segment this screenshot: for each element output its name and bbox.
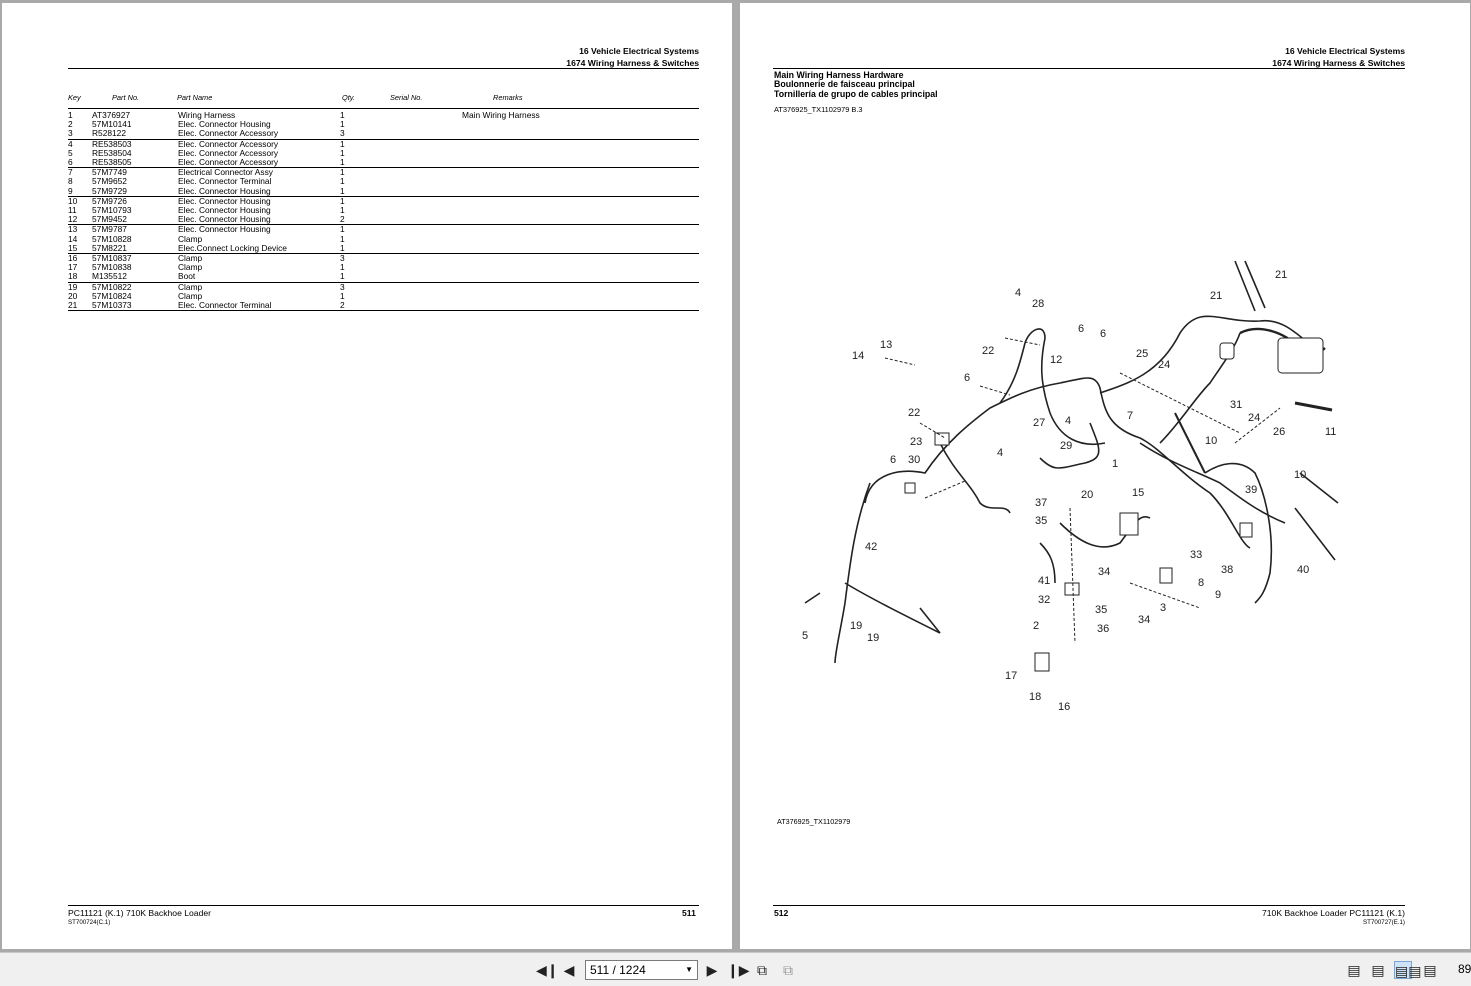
row-key: 17 <box>68 262 78 273</box>
next-page-icon[interactable]: ▶ <box>706 962 718 978</box>
row-qty: 1 <box>340 138 345 149</box>
table-row <box>68 120 699 129</box>
row-key: 7 <box>68 167 73 178</box>
first-page-icon[interactable]: ◀❙ <box>536 962 559 978</box>
col-serial: Serial No. <box>390 93 423 102</box>
callout-number: 4 <box>997 447 1004 459</box>
two-page-icon[interactable]: ▤▤ <box>1395 963 1422 979</box>
row-part-name: Elec. Connector Accessory <box>178 147 279 158</box>
title-spanish: Tornillería de grupo de cables principal <box>774 88 938 99</box>
callout-number: 15 <box>1132 487 1145 499</box>
row-part-no: 57M9452 <box>92 215 178 225</box>
callout-number: 23 <box>910 436 923 448</box>
callout-number: 29 <box>1060 440 1073 452</box>
row-part-no: 57M10141 <box>92 119 132 130</box>
row-qty: 1 <box>340 224 345 235</box>
row-key: 20 <box>68 290 78 301</box>
callout-number: 36 <box>1097 623 1110 635</box>
row-part-name: Clamp <box>178 253 203 264</box>
row-part-no: RE538505 <box>92 158 178 168</box>
callout-number: 11 <box>1325 426 1337 438</box>
callout-number: 34 <box>1138 614 1151 626</box>
row-part-name: Elec. Connector Accessory <box>178 138 279 149</box>
callout-number: 3 <box>1160 602 1167 614</box>
zoom-level[interactable]: 89 <box>1458 962 1471 976</box>
callout-number: 27 <box>1033 417 1046 429</box>
callout-number: 18 <box>1029 691 1042 703</box>
parts-table <box>68 111 699 311</box>
table-row <box>68 158 699 168</box>
row-key: 19 <box>68 281 78 292</box>
row-serial <box>390 149 450 158</box>
row-part-no: 57M8221 <box>92 244 178 254</box>
row-part-name: Boot <box>178 272 340 282</box>
callout-number: 35 <box>1035 515 1048 527</box>
table-row <box>68 139 699 149</box>
row-part-no: 57M9652 <box>92 176 127 187</box>
row-remarks <box>450 244 699 254</box>
callout-number: 39 <box>1245 484 1258 496</box>
table-row <box>68 301 699 311</box>
row-part-name: Clamp <box>178 262 203 273</box>
row-key: 2 <box>68 119 73 130</box>
row-qty: 1 <box>340 147 345 158</box>
row-part-name: Elec. Connector Accessory <box>178 158 340 168</box>
row-remarks <box>450 215 699 225</box>
row-serial <box>390 120 450 129</box>
row-qty: 1 <box>340 158 390 168</box>
row-part-no: R528122 <box>92 129 178 139</box>
callout-number: 26 <box>1273 426 1286 438</box>
table-row <box>68 292 699 301</box>
callout-number: 19 <box>867 632 880 644</box>
row-qty: 1 <box>340 205 345 216</box>
footer-rule <box>773 905 1405 906</box>
row-serial <box>390 158 450 168</box>
row-key: 1 <box>68 110 73 120</box>
row-remarks <box>450 168 699 178</box>
last-page-icon[interactable]: ❙▶ <box>727 962 750 978</box>
callout-number: 21 <box>1275 269 1288 281</box>
row-remarks: Main Wiring Harness <box>462 110 540 120</box>
row-key: 15 <box>68 244 92 254</box>
row-part-no: 57M10828 <box>92 233 132 244</box>
row-serial <box>390 215 450 225</box>
row-part-no: 57M10793 <box>92 205 132 216</box>
row-serial <box>390 225 450 235</box>
row-remarks <box>450 235 699 244</box>
row-remarks <box>450 301 699 311</box>
row-part-no: 57M10824 <box>92 290 132 301</box>
row-qty: 1 <box>340 195 345 206</box>
row-part-no: 57M10837 <box>92 253 132 264</box>
callout-number: 7 <box>1127 410 1134 422</box>
callout-number: 10 <box>1294 469 1307 481</box>
row-key: 3 <box>68 129 92 139</box>
figure-caption: AT376925_TX1102979 <box>777 817 851 826</box>
col-remarks: Remarks <box>493 93 523 102</box>
footer-code: ST700724(C.1) <box>68 919 111 926</box>
callout-number: 5 <box>802 630 809 642</box>
callout-number: 40 <box>1297 564 1310 576</box>
row-serial <box>390 235 450 244</box>
row-remarks <box>450 187 699 197</box>
left-page <box>2 3 732 949</box>
row-part-name: Wiring Harness <box>178 110 236 120</box>
row-qty: 1 <box>340 167 345 178</box>
callout-number: 42 <box>865 541 878 553</box>
row-serial <box>390 272 450 282</box>
row-serial <box>390 168 450 178</box>
single-page-icon[interactable]: ▤ <box>1347 962 1361 978</box>
title-english: Main Wiring Harness Hardware <box>774 70 904 80</box>
row-qty: 1 <box>340 262 345 273</box>
row-part-name: Elec.Connect Locking Device <box>178 244 340 254</box>
row-remarks <box>450 120 699 129</box>
page-field[interactable] <box>585 960 698 980</box>
row-qty: 1 <box>340 244 390 254</box>
row-serial <box>390 139 450 149</box>
row-qty: 3 <box>340 253 345 264</box>
subsection-header: 1674 Wiring Harness & Switches <box>1272 58 1405 68</box>
row-key: 13 <box>68 224 78 235</box>
row-part-name: Elec. Connector Housing <box>178 195 271 206</box>
row-part-no: AT376927 <box>92 110 131 120</box>
figure-reference: AT376925_TX1102979 B.3 <box>774 105 863 114</box>
row-serial <box>390 282 450 292</box>
row-qty: 1 <box>340 176 345 187</box>
table-head-rule <box>68 108 699 109</box>
subsection-header: 1674 Wiring Harness & Switches <box>566 58 699 68</box>
row-part-name: Electrical Connector Assy <box>178 167 273 178</box>
row-qty: 1 <box>340 233 345 244</box>
callout-number: 9 <box>1215 589 1222 601</box>
row-part-no: 57M10373 <box>92 301 178 311</box>
row-part-name: Elec. Connector Terminal <box>178 301 340 311</box>
row-remarks <box>450 196 699 206</box>
row-remarks <box>450 158 699 168</box>
callout-number: 6 <box>1078 323 1085 335</box>
callout-number: 30 <box>908 454 921 466</box>
callout-number: 13 <box>880 339 893 351</box>
table-row <box>68 235 699 244</box>
col-part-no: Part No. <box>112 93 140 102</box>
wiring-harness-diagram <box>740 3 1470 949</box>
row-remarks <box>450 292 699 301</box>
callout-number: 34 <box>1098 566 1111 578</box>
row-remarks <box>450 129 699 139</box>
col-key: Key <box>68 93 81 102</box>
row-part-name: Elec. Connector Accessory <box>178 129 340 139</box>
row-part-no: 57M7749 <box>92 167 127 178</box>
row-part-no: 57M10822 <box>92 281 132 292</box>
callout-number: 32 <box>1038 594 1051 606</box>
row-key: 12 <box>68 215 92 225</box>
row-qty: 1 <box>340 272 390 282</box>
row-part-no: 57M9726 <box>92 195 127 206</box>
row-serial <box>390 244 450 254</box>
callout-number: 22 <box>982 345 995 357</box>
page-number: 511 <box>682 908 696 918</box>
callout-number: 28 <box>1032 298 1045 310</box>
section-header: 16 Vehicle Electrical Systems <box>579 46 699 56</box>
row-key: 21 <box>68 301 92 311</box>
col-part-name: Part Name <box>177 93 213 102</box>
row-key: 14 <box>68 233 78 244</box>
table-row <box>68 206 699 215</box>
row-serial <box>390 254 450 264</box>
callout-number: 16 <box>1058 701 1071 713</box>
row-qty: 1 <box>340 290 345 301</box>
row-qty: 3 <box>340 129 390 139</box>
page-number: 512 <box>774 908 789 918</box>
row-part-no: RE538503 <box>92 138 132 149</box>
row-part-name: Clamp <box>178 233 203 244</box>
callout-number: 41 <box>1038 575 1051 587</box>
footer-rule <box>68 905 699 906</box>
row-part-name: Elec. Connector Housing <box>178 224 271 235</box>
row-remarks <box>450 272 699 282</box>
row-key: 16 <box>68 253 78 264</box>
row-part-name: Elec. Connector Housing <box>178 187 340 197</box>
row-serial <box>390 187 450 197</box>
table-row <box>68 129 699 139</box>
row-remarks <box>450 254 699 264</box>
row-key: 6 <box>68 158 92 168</box>
row-serial <box>390 301 450 311</box>
callout-number: 22 <box>908 407 921 419</box>
row-part-name: Elec. Connector Terminal <box>178 176 272 187</box>
right-page <box>740 3 1470 949</box>
callout-number: 6 <box>890 454 897 466</box>
row-qty: 1 <box>340 110 345 120</box>
callout-number: 20 <box>1081 489 1094 501</box>
table-row <box>68 254 699 264</box>
page-dropdown-icon[interactable]: ▼ <box>685 965 693 974</box>
callout-number: 21 <box>1210 290 1223 302</box>
callout-number: 38 <box>1221 564 1234 576</box>
callout-number: 1 <box>1112 458 1119 470</box>
continuous-icon[interactable]: ▤ <box>1371 962 1385 978</box>
row-serial <box>390 206 450 215</box>
row-part-name: Clamp <box>178 281 203 292</box>
section-header: 16 Vehicle Electrical Systems <box>1285 46 1405 56</box>
table-row <box>68 272 699 282</box>
footer-model: PC11121 (K.1) 710K Backhoe Loader <box>68 908 212 918</box>
footer-model: 710K Backhoe Loader PC11121 (K.1) <box>1261 908 1405 918</box>
next-view-icon[interactable]: ⧉ <box>783 962 793 978</box>
row-qty: 3 <box>340 281 345 292</box>
two-page-continuous-icon[interactable]: ▤ <box>1423 962 1437 978</box>
row-remarks <box>450 263 699 272</box>
callout-number: 35 <box>1095 604 1108 616</box>
callout-number: 14 <box>852 350 865 362</box>
row-part-no: M135512 <box>92 272 178 282</box>
row-remarks <box>450 225 699 235</box>
row-qty: 1 <box>340 119 345 130</box>
row-serial <box>390 196 450 206</box>
table-row <box>68 149 699 158</box>
table-row <box>68 282 699 292</box>
title-french: Boulonnerie de faisceau principal <box>774 79 915 90</box>
table-row <box>68 177 699 186</box>
row-serial <box>390 129 450 139</box>
callout-number: 31 <box>1230 399 1243 411</box>
row-part-name: Elec. Connector Housing <box>178 119 271 130</box>
callout-number: 17 <box>1005 670 1018 682</box>
row-remarks <box>450 177 699 186</box>
callout-number: 10 <box>1205 435 1218 447</box>
callout-number: 6 <box>964 372 971 384</box>
callout-number: 24 <box>1158 359 1171 371</box>
callout-number: 24 <box>1248 412 1261 424</box>
page-field-value: 511 / 1224 <box>590 963 646 977</box>
table-row <box>68 196 699 206</box>
prev-page-icon[interactable]: ◀ <box>563 962 575 978</box>
row-serial <box>390 263 450 272</box>
row-serial <box>390 177 450 186</box>
row-key: 10 <box>68 195 78 206</box>
row-qty: 1 <box>340 187 390 197</box>
table-row <box>68 168 699 178</box>
footer-code: ST700727(E.1) <box>1363 919 1405 926</box>
row-key: 5 <box>68 147 73 158</box>
table-row <box>68 187 699 197</box>
callout-number: 37 <box>1035 497 1048 509</box>
col-qty: Qty. <box>342 93 356 102</box>
callout-number: 8 <box>1198 577 1205 589</box>
row-remarks <box>450 282 699 292</box>
callout-number: 25 <box>1136 348 1149 360</box>
prev-view-icon[interactable]: ⧉ <box>757 962 767 978</box>
table-row <box>68 111 699 120</box>
row-part-name: Elec. Connector Housing <box>178 205 271 216</box>
table-row <box>68 263 699 272</box>
row-part-no: RE538504 <box>92 147 132 158</box>
row-remarks <box>450 139 699 149</box>
callout-number: 2 <box>1033 620 1040 632</box>
row-key: 11 <box>68 205 77 216</box>
row-qty: 2 <box>340 301 390 311</box>
table-row <box>68 215 699 225</box>
callout-number: 12 <box>1050 354 1063 366</box>
row-part-name: Clamp <box>178 290 203 301</box>
row-key: 4 <box>68 138 73 149</box>
row-part-no: 57M10838 <box>92 262 132 273</box>
callout-number: 6 <box>1100 328 1107 340</box>
callout-number: 19 <box>850 620 863 632</box>
table-row <box>68 244 699 254</box>
callout-number: 4 <box>1065 415 1072 427</box>
row-part-name: Elec. Connector Housing <box>178 215 340 225</box>
header-rule <box>68 68 699 69</box>
row-remarks <box>450 149 699 158</box>
viewer-toolbar <box>0 952 1471 986</box>
row-serial <box>390 111 450 120</box>
row-part-no: 57M9787 <box>92 224 127 235</box>
row-key: 9 <box>68 187 92 197</box>
row-remarks <box>450 206 699 215</box>
row-key: 8 <box>68 176 73 187</box>
table-row <box>68 225 699 235</box>
callout-number: 4 <box>1015 287 1022 299</box>
row-part-no: 57M9729 <box>92 187 178 197</box>
row-serial <box>390 292 450 301</box>
row-qty: 2 <box>340 215 390 225</box>
row-key: 18 <box>68 272 92 282</box>
callout-number: 33 <box>1190 549 1203 561</box>
